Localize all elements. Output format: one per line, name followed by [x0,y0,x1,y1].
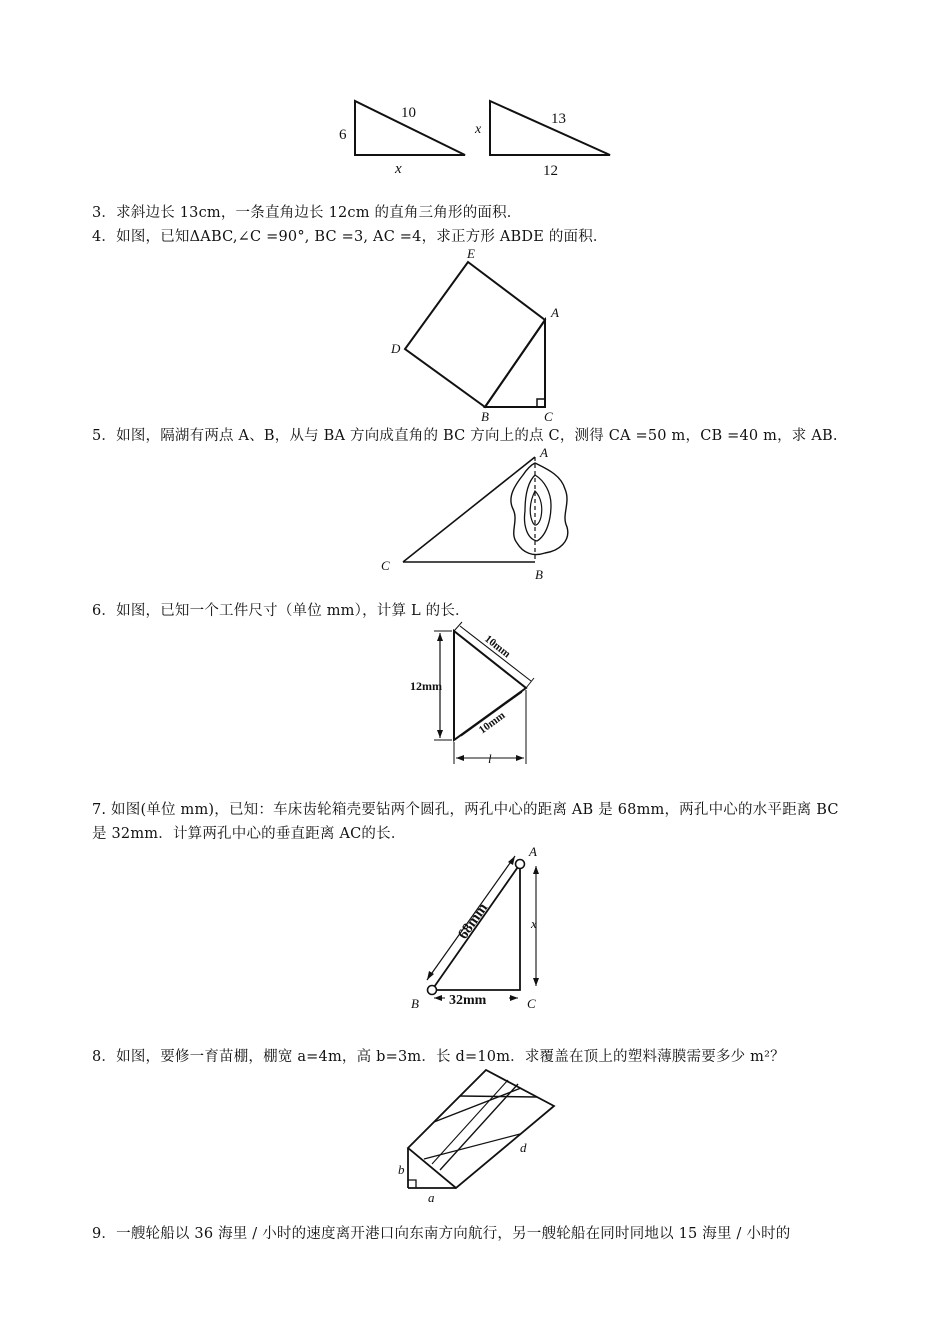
question-7-line-2: 是 32mm．计算两孔中心的垂直距离 AC的长． [92,826,406,842]
label-E: E [467,246,475,261]
lake-inner-outline [530,491,542,525]
question-7-line-1: 7. 如图(单位 mm)，已知：车床齿轮箱壳要钻两个圆孔，两孔中心的距离 AB 是 68mm，两孔中心的水平距离 BC [92,802,839,818]
label-b: b [398,1162,405,1177]
question-3: 3．求斜边长 13cm，一条直角边长 12cm 的直角三角形的面积． [92,205,522,221]
label-B: B [411,996,419,1010]
lake-outer-outline [511,463,568,555]
figure-two-triangles [335,95,620,180]
label-B: B [481,409,489,424]
question-5: 5．如图，隔湖有两点 A、B，从与 BA 方向成直角的 BC 方向上的点 C，测得 CA =50 m，CB =40 m，求 AB. [92,428,838,444]
label-C: C [544,409,553,424]
label-base-12: 12 [543,163,558,179]
label-hyp-10: 10 [401,105,416,121]
label-10mm-top: 10mm [482,632,513,661]
label-12mm: 12mm [410,679,442,693]
figure-square-abde [385,245,570,425]
label-B: B [535,567,543,582]
label-hyp-13: 13 [551,111,566,127]
label-C: C [527,996,536,1010]
label-A: A [540,445,548,460]
figure-workpiece [410,618,555,768]
label-A: A [551,305,559,320]
label-side-6: 6 [339,127,347,143]
label-x: x [531,916,537,931]
label-C: C [381,558,390,573]
triangle-left [339,101,465,177]
figure-greenhouse [390,1062,565,1207]
hole-B [428,986,437,995]
label-base-x: x [395,161,402,177]
triangle-right [474,101,610,179]
label-68mm: 68mm [455,900,492,943]
question-9: 9．一艘轮船以 36 海里 / 小时的速度离开港口向东南方向航行，另一艘轮船在同时同地以 15 海里 / 小时的 [92,1226,791,1242]
question-6: 6．如图，已知一个工件尺寸（单位 mm），计算 L 的长． [92,603,470,619]
figure-gearbox-holes [405,840,555,1010]
label-10mm-bottom: 10mm [476,709,508,737]
label-side-x: x [475,122,482,137]
hole-A [516,860,525,869]
question-4: 4．如图，已知ΔABC,∠C =90°, BC =3, AC =4，求正方形 ABDE 的面积． [92,229,608,245]
label-A: A [529,844,537,859]
label-32mm: 32mm [449,993,487,1008]
question-8: 8．如图，要修一育苗棚，棚宽 a=4m，高 b=3m．长 d=10m．求覆盖在顶上的塑料薄膜需要多少 m²？ [92,1049,785,1065]
label-a: a [428,1190,435,1205]
label-D: D [391,341,401,356]
lake-middle-outline [525,475,552,541]
label-d: d [520,1140,527,1155]
figure-lake [375,445,585,585]
label-l: l [488,751,492,766]
